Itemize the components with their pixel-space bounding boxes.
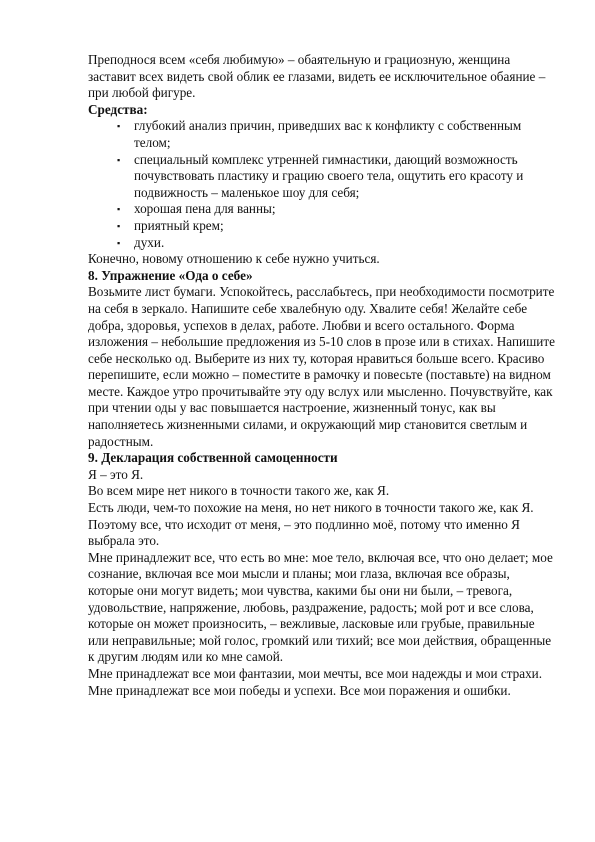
declaration-line: Мне принадлежат все мои победы и успехи. Все мои поражения и ошибки.	[88, 682, 511, 698]
bullet-icon: ▪	[117, 220, 121, 231]
bullet-icon: ▪	[117, 154, 121, 165]
list-item-text: духи.	[134, 234, 165, 250]
bullet-icon: ▪	[117, 204, 121, 215]
list-item	[117, 235, 558, 252]
list-item-text: глубокий анализ причин, приведших вас к конфликту с собственным телом;	[134, 118, 522, 150]
section-9-heading: 9. Декларация собственной самоценности	[88, 450, 338, 466]
declaration-line: Мне принадлежат все мои фантазии, мои мечты, все мои надежды и мои страхи.	[88, 665, 543, 681]
list-item	[117, 218, 558, 235]
declaration-line: Я – это Я.	[88, 466, 144, 482]
exercise-8-heading: 8. Упражнение «Ода о себе»	[88, 267, 253, 283]
means-list	[88, 118, 558, 251]
declaration-line: Мне принадлежит все, что есть во мне: мое тело, включая все, что оно делает; мое сознание, включая все мои мысли и планы; мои глаза, включая все образы, которые они могут видеть; мои чувства, какими бы они ни были, – тревога, удовольствие, напряжение, любовь, раздражение, радость; мой рот и все слова, которые он может произносить, – вежливые, ласковые или грубые, правильные или неправильные; мой голос, громкий или тихий; все мои действия, обращенные к другим людям или ко мне самой.	[88, 549, 553, 665]
list-item-text: приятный крем;	[134, 217, 224, 233]
document-page	[88, 52, 558, 699]
bullet-icon: ▪	[117, 237, 121, 248]
list-item-text: хорошая пена для ванны;	[134, 201, 276, 217]
list-item	[117, 118, 558, 151]
list-item	[117, 152, 558, 202]
bullet-icon: ▪	[117, 121, 121, 132]
means-heading: Средства:	[88, 101, 148, 117]
declaration-line: Во всем мире нет никого в точности такого же, как Я.	[88, 483, 390, 499]
intro-paragraph: Преподнося всем «себя любимую» – обаятельную и грациозную, женщина заставит всех видеть свой облик ее глазами, видеть ее исключительное обаяние – при любой фигуре.	[88, 52, 546, 101]
list-item-text: специальный комплекс утренней гимнастики, дающий возможность почувствовать пластику и грацию своего тела, ощутить его красоту и подвижность – маленькое шоу для себя;	[134, 151, 524, 200]
list-item	[117, 201, 558, 218]
declaration-line: Есть люди, чем-то похожие на меня, но нет никого в точности такого же, как Я.	[88, 500, 534, 516]
declaration-line: Поэтому все, что исходит от меня, – это подлинно моё, потому что именно Я выбрала это.	[88, 516, 520, 549]
exercise-8-text: Возьмите лист бумаги. Успокойтесь, расслабьтесь, при необходимости посмотрите на себя в зеркало. Напишите себе хвалебную оду. Хвалите себя! Желайте себе добра, здоровья, успехов в делах, работе. Любви и всего остального. Форма изложения – небольшие предложения из 5-10 слов в прозе или в стихах. Напишите себе несколько од. Выберите из них ту, которая нравиться больше всего. Красиво перепишите, если можно – поместите в рамочку и повесьте (поставьте) на видном месте. Каждое утро прочитывайте эту оду вслух или мысленно. Почувствуйте, как при чтении оды у вас повышается настроение, жизненный тонус, как вы наполняетесь жизненными силами, и окружающий мир становится светлым и радостным.	[88, 284, 555, 449]
learning-paragraph: Конечно, новому отношению к себе нужно учиться.	[88, 251, 380, 267]
